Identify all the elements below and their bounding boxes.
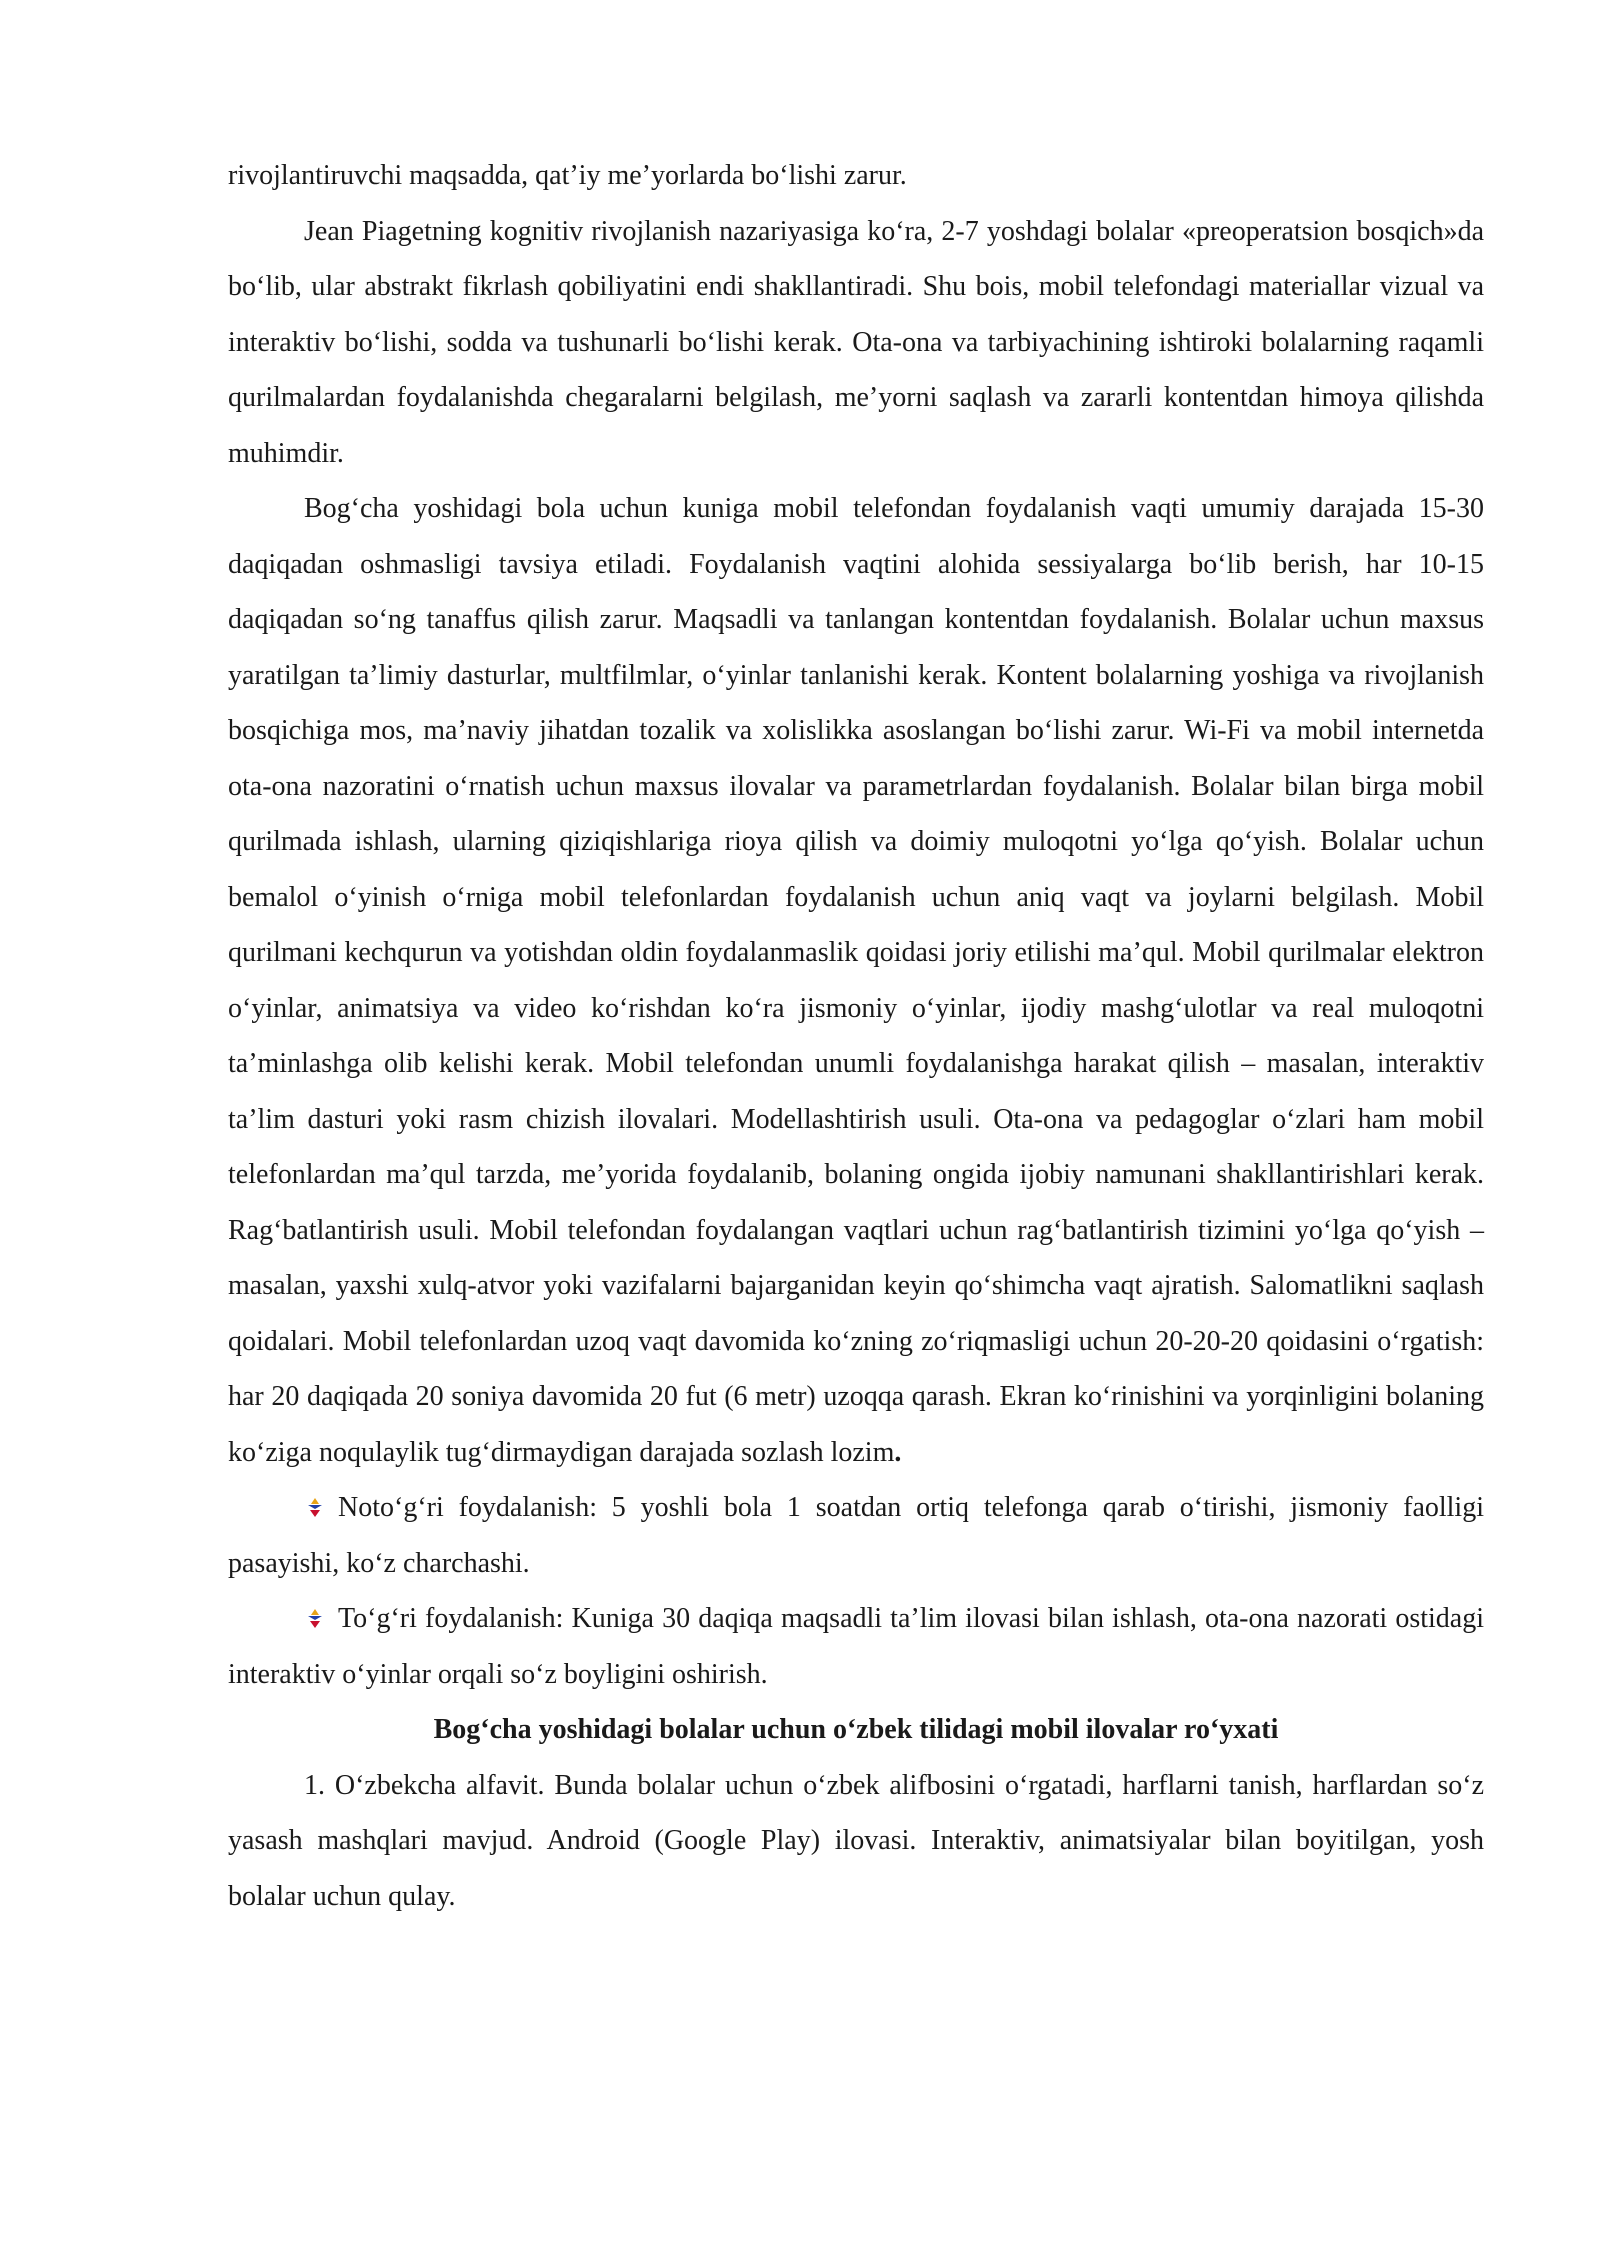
document-page [228, 148, 1484, 1924]
paragraph-usage-end: . [894, 1436, 902, 1468]
paragraph-continuation: rivojlantiruvchi maqsadda, qat’iy me’yorlarda bo‘lishi zarur. [228, 160, 907, 191]
diamond-arrow-bullet-icon [304, 1607, 326, 1629]
paragraph-usage-guidelines [228, 481, 1484, 1480]
bullet-item-correct-use [228, 1591, 1484, 1702]
diamond-arrow-bullet-icon [304, 1496, 326, 1518]
paragraph-usage-text: Bog‘cha yoshidagi bola uchun kuniga mobil telefondan foydalanish vaqti umumiy darajada 15-30 daqiqadan oshmasligi tavsiya etiladi. Foydalanish vaqtini alohida sessiyalarga bo‘lib berish, har 10-15 daqiqadan so‘ng tanaffus qilish zarur. Maqsadli va tanlangan kontentdan foydalanish. Bolalar uchun maxsus yaratilgan ta’limiy dasturlar, multfilmlar, o‘yinlar tanlanishi kerak. Kontent bolalarning yoshiga va rivojlanish bosqichiga mos, ma’naviy jihatdan tozalik va xolislikka asoslangan bo‘lishi zarur. Wi-Fi va mobil internetda ota-ona nazoratini o‘rnatish uchun maxsus ilovalar va parametrlardan foydalanish. Bolalar bilan birga mobil qurilmada ishlash, ularning qiziqishlariga rioya qilish va doimiy muloqotni yo‘lga qo‘yish. Bolalar uchun bemalol o‘yinish o‘rniga mobil telefonlardan foydalanish uchun aniq vaqt va joylarni belgilash. Mobil qurilmani kechqurun va yotishdan oldin foydalanmaslik qoidasi joriy etilishi ma’qul. Mobil qurilmalar elektron o‘yinlar, animatsiya va video ko‘rishdan ko‘ra jismoniy o‘yinlar, ijodiy mashg‘ulotlar va real muloqotni ta’minlashga olib kelishi kerak. Mobil telefondan unumli foydalanishga harakat qilish – masalan, interaktiv ta’lim dasturi yoki rasm chizish ilovalari. Modellashtirish usuli. Ota-ona va pedagoglar o‘zlari ham mobil telefonlardan ma’qul tarzda, me’yorida foydalanib, bolaning ongida ijobiy namunani shakllantirishlari kerak. Rag‘batlantirish usuli. Mobil telefondan foydalangan vaqtlari uchun rag‘batlantirish tizimini yo‘lga qo‘yish – masalan, yaxshi xulq-atvor yoki vazifalarni bajarganidan keyin qo‘shimcha vaqt ajratish. Salomatlikni saqlash qoidalari. Mobil telefonlardan uzoq vaqt davomida ko‘zning zo‘riqmasligi uchun 20-20-20 qoidasini o‘rgatish: har 20 daqiqada 20 soniya davomida 20 fut (6 metr) uzoqqa qarash. Ekran ko‘rinishini va yorqinligini bolaning ko‘ziga noqulaylik tug‘dirmaydigan darajada sozlash lozim [228, 493, 1484, 1468]
paragraph-piaget: Jean Piagetning kognitiv rivojlanish nazariyasiga ko‘ra, 2-7 yoshdagi bolalar «preoperatsion bosqich»da bo‘lib, ular abstrakt fikrlash qobiliyatini endi shakllantiradi. Shu bois, mobil telefondagi materiallar vizual va interaktiv bo‘lishi, sodda va tushunarli bo‘lishi kerak. Ota-ona va tarbiyachining ishtiroki bolalarning raqamli qurilmalardan foydalanishda chegaralarni belgilash, me’yorni saqlash va zararli kontentdan himoya qilishda muhimdir. [228, 215, 1484, 469]
bullet-item-incorrect-use [228, 1480, 1484, 1591]
list-item: 1. O‘zbekcha alfavit. Bunda bolalar uchun o‘zbek alifbosini o‘rgatadi, harflarni tanish, harflardan so‘z yasash mashqlari mavjud. Android (Google Play) ilovasi. Interaktiv, animatsiyalar bilan boyitilgan, yosh bolalar uchun qulay. [228, 1769, 1484, 1912]
bullet-text: To‘g‘ri foydalanish: Kuniga 30 daqiqa maqsadli ta’lim ilovasi bilan ishlash, ota-ona nazorati ostidagi interaktiv o‘yinlar orqali so‘z boyligini oshirish. [228, 1603, 1484, 1690]
section-heading: Bog‘cha yoshidagi bolalar uchun o‘zbek tilidagi mobil ilovalar ro‘yxati [433, 1714, 1279, 1745]
bullet-text: Noto‘g‘ri foydalanish: 5 yoshli bola 1 soatdan ortiq telefonga qarab o‘tirishi, jismoniy faolligi pasayishi, ko‘z charchashi. [228, 1492, 1484, 1579]
